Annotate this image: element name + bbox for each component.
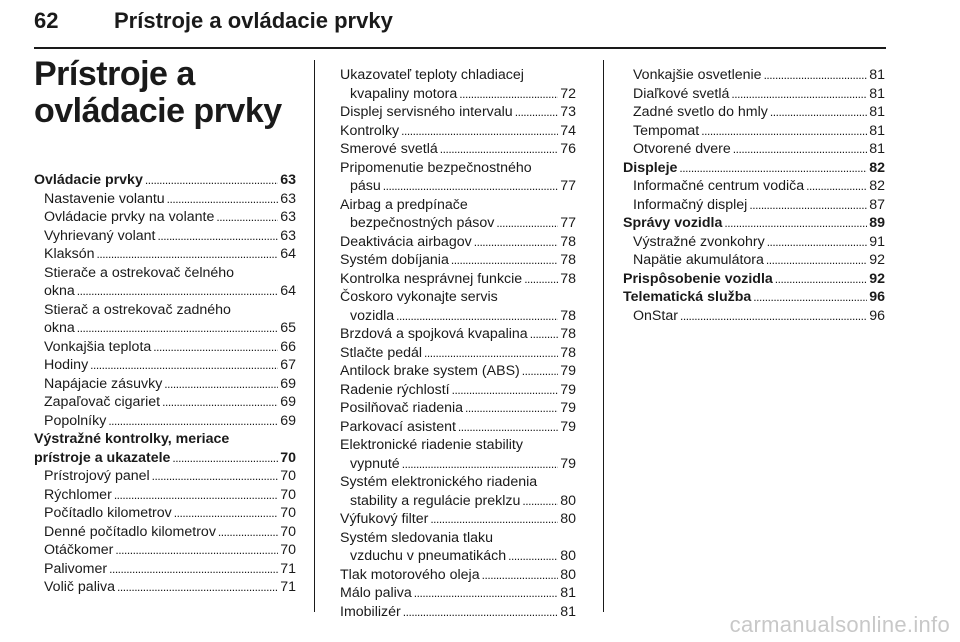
toc-page-number: 96 [869,307,885,324]
toc-entry-line: Airbag a predpínače [340,196,468,213]
toc-entry-label: Vonkajšie osvetlenie [633,67,762,83]
toc-entry-label: Kontrolky [340,122,400,139]
dot-leader [430,510,558,529]
toc-page-number: 71 [280,560,296,577]
toc-page-number: 67 [280,357,296,373]
toc-page-number: 81 [869,85,885,102]
toc-entry[interactable] [340,418,576,437]
dot-leader [474,233,559,252]
dot-leader [402,455,559,474]
dot-leader [216,208,278,227]
dot-leader [465,399,558,418]
toc-entry-line: Systém elektronického riadenia [340,474,538,490]
toc-entry[interactable] [340,492,576,511]
toc-page-number: 71 [280,579,296,595]
dot-leader [724,214,867,233]
toc-page-number: 92 [869,270,885,287]
toc-entry[interactable] [34,523,296,542]
toc-entry-label: Vonkajšia teplota [44,338,152,355]
toc-entry[interactable] [34,319,296,338]
dot-leader [162,393,278,412]
toc-page-number: 80 [560,511,576,527]
toc-entry-label: Systém dobíjania [340,252,449,268]
toc-page-number: 64 [280,246,296,262]
toc-entry-label: Denné počítadlo kilometrov [44,523,216,540]
toc-page-number: 77 [560,178,576,194]
toc-entry-label: Telematická služba [623,289,752,305]
dot-leader [424,344,558,363]
dot-leader [524,270,558,289]
toc-page-number: 69 [280,394,296,410]
toc-entry[interactable] [623,307,885,326]
toc-entry[interactable] [34,190,296,209]
toc-entry[interactable] [34,504,296,523]
dot-leader [459,85,558,104]
toc-entry-label: Palivomer [44,560,108,577]
toc-entry-label: Smerové svetlá [340,141,438,157]
toc-entry-label: Vyhrievaný volant [44,227,156,244]
toc-entry-label: Antilock brake system (ABS) [340,363,520,379]
toc-page-number: 96 [869,289,885,305]
toc-page-number: 74 [560,122,576,139]
toc-entry[interactable] [623,196,885,215]
toc-entry[interactable] [34,541,296,560]
toc-page-number: 64 [280,283,296,299]
toc-entry-label: Prispôsobenie vozidla [623,270,773,287]
toc-page-number: 76 [560,141,576,157]
dot-leader [401,122,558,141]
toc-entry[interactable] [34,560,296,579]
toc-page-number: 78 [560,270,576,287]
toc-entry-label: Hodiny [44,357,89,373]
dot-leader [701,122,867,141]
toc-entry[interactable] [340,510,576,529]
dot-leader [174,504,278,523]
dot-leader [115,541,278,560]
dot-leader [482,566,559,585]
toc-entry-label: Ovládacie prvky na volante [44,209,215,225]
dot-leader [153,338,278,357]
toc-section-entry[interactable] [623,270,885,289]
toc-entry-label: Popolníky [44,412,107,429]
dot-leader [733,140,867,159]
toc-entry-label: Prístrojový panel [44,468,150,484]
toc-entry-label: Informačný displej [633,196,748,213]
toc-section-entry[interactable] [623,288,885,307]
dot-leader [451,251,558,270]
dot-leader [167,190,279,209]
toc-entry-label: Nastavenie volantu [44,190,165,207]
toc-entry-label: vzduchu v pneumatikách [350,548,507,564]
toc-entry-label: Zadné svetlo do hmly [633,104,768,120]
toc-page-number: 81 [560,603,576,620]
toc-page-number: 66 [280,338,296,355]
dot-leader [172,449,278,468]
toc-page-number: 72 [560,85,576,102]
toc-page-number: 81 [869,104,885,120]
toc-page-number: 91 [869,233,885,250]
dot-leader [515,103,559,122]
toc-entry-label: Kontrolka nesprávnej funkcie [340,270,523,287]
toc-page-number: 81 [869,122,885,139]
dot-leader [775,270,867,289]
dot-leader [731,85,867,104]
toc-entry[interactable] [623,122,885,141]
toc-entry-label: Správy vozidla [623,215,723,231]
toc-section-entry[interactable] [34,449,296,468]
toc-entry-line: Ukazovateľ teploty chladiacej [340,67,524,83]
chapter-title: Prístroje a ovládacie prvky [34,55,282,130]
toc-entry-label: Deaktivácia airbagov [340,233,472,250]
toc-page-number: 63 [280,209,296,225]
toc-entry[interactable] [340,177,576,196]
toc-section-heading-line: Výstražné kontrolky, meriace [34,431,230,447]
toc-page-number: 78 [560,252,576,268]
toc-entry[interactable] [623,103,885,122]
dot-leader [452,381,559,400]
toc-entry[interactable] [340,140,576,159]
toc-entry-label: vypnuté [350,455,400,472]
dot-leader [764,66,868,85]
toc-entry-label: prístroje a ukazatele [34,449,171,466]
toc-page-number: 81 [869,141,885,157]
toc-entry-label: okna [44,283,75,299]
toc-entry[interactable] [340,455,576,474]
dot-leader [109,560,278,579]
toc-page-number: 79 [560,363,576,379]
toc-page-number: 82 [869,159,885,176]
dot-leader [522,362,558,381]
toc-entry[interactable] [34,282,296,301]
dot-leader [96,245,278,264]
toc-page-number: 87 [869,196,885,213]
dot-leader [108,412,278,431]
toc-page-number: 79 [560,418,576,435]
toc-entry-label: Displeje [623,159,678,176]
toc-entry[interactable] [34,338,296,357]
toc-page-number: 80 [560,548,576,564]
toc-entry-label: bezpečnostných pásov [350,215,495,231]
toc-page-number: 65 [280,320,296,336]
toc-entry[interactable] [34,486,296,505]
dot-leader [679,159,867,178]
toc-page-number: 63 [280,227,296,244]
toc-page-number: 73 [560,104,576,120]
toc-page-number: 63 [280,172,296,188]
toc-entry-line: Stierač a ostrekovač zadného [44,301,231,318]
toc-entry[interactable] [340,122,576,141]
toc-entry[interactable] [340,214,576,233]
toc-page-number: 70 [280,542,296,558]
dot-leader [218,523,278,542]
toc-entry-label: stability a regulácie preklzu [350,492,521,509]
toc-entry-label: Zapaľovač cigariet [44,394,161,410]
toc-entry[interactable] [340,103,576,122]
toc-entry[interactable] [340,251,576,270]
toc-entry-label: Klaksón [44,246,95,262]
toc-entry[interactable] [623,140,885,159]
toc-page-number: 89 [869,215,885,231]
toc-entry-label: Stlačte pedál [340,344,423,361]
dot-leader [114,486,278,505]
toc-page-number: 70 [280,468,296,484]
toc-entry-label: Otáčkomer [44,542,114,558]
toc-entry-label: Rýchlomer [44,486,112,503]
toc-entry[interactable] [340,270,576,289]
toc-entry[interactable] [34,356,296,375]
toc-entry-label: Ovládacie prvky [34,172,143,188]
dot-leader [508,547,558,566]
toc-entry-label: Imobilizér [340,603,401,620]
toc-entry-label: Posilňovač riadenia [340,400,464,416]
toc-entry[interactable] [340,307,576,326]
toc-entry-label: Displej servisného intervalu [340,104,513,120]
toc-page-number: 78 [560,326,576,342]
dot-leader [152,467,279,486]
toc-entry[interactable] [623,177,885,196]
toc-entry-label: okna [44,320,75,336]
toc-entry-line: Čoskoro vykonajte servis [340,289,498,305]
toc-entry-label: Málo paliva [340,585,412,601]
dot-leader [496,214,558,233]
toc-entry[interactable] [623,66,885,85]
toc-page-number: 80 [560,492,576,509]
toc-entry-label: vozidla [350,307,395,324]
page-number: 62 [34,8,59,33]
toc-entry-label: pásu [350,178,381,194]
watermark: carmanualsonline.info [729,612,950,637]
toc-page-number: 78 [560,307,576,324]
dot-leader [753,288,867,307]
dot-leader [458,418,558,437]
toc-entry-label: Počítadlo kilometrov [44,505,172,521]
dot-leader [522,492,558,511]
toc-entry-label: Diaľkové svetlá [633,85,730,102]
toc-page-number: 70 [280,505,296,521]
dot-leader [767,233,868,252]
dot-leader [396,307,558,326]
dot-leader [77,319,278,338]
toc-entry-label: Výfukový filter [340,511,429,527]
toc-entry-label: Výstražné zvonkohry [633,233,765,250]
toc-entry[interactable] [340,344,576,363]
dot-leader [383,177,558,196]
dot-leader [145,171,278,190]
toc-page-number: 82 [869,178,885,194]
toc-entry[interactable] [34,227,296,246]
toc-entry[interactable] [623,85,885,104]
toc-entry[interactable] [340,603,576,622]
toc-column-1 [34,171,296,597]
toc-entry[interactable] [340,85,576,104]
toc-entry-label: Informačné centrum vodiča [633,178,805,194]
toc-page-number: 70 [280,523,296,540]
toc-entry[interactable] [34,467,296,486]
toc-page-number: 69 [280,412,296,429]
toc-entry[interactable] [34,393,296,412]
toc-entry-label: Napájacie zásuvky [44,375,163,392]
toc-section-entry[interactable] [623,214,885,233]
dot-leader [749,196,867,215]
toc-column-3 [623,66,885,325]
dot-leader [440,140,558,159]
dot-leader [680,307,867,326]
column-divider [603,60,604,612]
toc-entry[interactable] [34,578,296,597]
toc-page-number: 70 [280,486,296,503]
running-header-title: Prístroje a ovládacie prvky [114,8,393,33]
toc-entry[interactable] [340,325,576,344]
dot-leader [164,375,278,394]
toc-entry-label: Volič paliva [44,579,115,595]
dot-leader [806,177,867,196]
toc-page-number: 78 [560,344,576,361]
dot-leader [157,227,278,246]
toc-page-number: 81 [560,585,576,601]
toc-entry[interactable] [623,251,885,270]
toc-entry-label: OnStar [633,307,678,324]
toc-entry-label: Brzdová a spojková kvapalina [340,326,528,342]
toc-entry-label: Tempomat [633,122,700,139]
toc-section-entry[interactable] [34,171,296,190]
column-divider [314,60,315,612]
toc-entry-line: Stierače a ostrekovač čelného [44,264,235,281]
toc-entry[interactable] [340,362,576,381]
toc-page-number: 81 [869,67,885,83]
toc-page-number: 79 [560,381,576,398]
dot-leader [414,584,558,603]
toc-entry-line: Pripomenutie bezpečnostného [340,159,532,176]
toc-entry-line: Systém sledovania tlaku [340,529,493,546]
toc-entry[interactable] [340,547,576,566]
toc-column-2 [340,66,576,621]
toc-page-number: 79 [560,400,576,416]
toc-entry-label: Radenie rýchlostí [340,381,450,398]
toc-page-number: 77 [560,215,576,231]
toc-page-number: 79 [560,455,576,472]
toc-page-number: 92 [869,252,885,268]
toc-entry[interactable] [34,245,296,264]
toc-entry[interactable] [623,233,885,252]
toc-entry[interactable] [340,399,576,418]
toc-entry[interactable] [34,412,296,431]
toc-page-number: 78 [560,233,576,250]
dot-leader [117,578,278,597]
header-divider [34,47,886,49]
toc-entry-line: Elektronické riadenie stability [340,437,523,453]
dot-leader [766,251,867,270]
dot-leader [90,356,278,375]
toc-page-number: 80 [560,566,576,583]
toc-entry[interactable] [340,584,576,603]
dot-leader [77,282,278,301]
toc-entry-label: kvapaliny motora [350,85,458,102]
dot-leader [403,603,559,622]
toc-entry-label: Napätie akumulátora [633,252,764,268]
toc-page-number: 70 [280,449,296,466]
dot-leader [770,103,867,122]
dot-leader [530,325,559,344]
toc-entry-label: Tlak motorového oleja [340,566,480,583]
toc-entry[interactable] [340,381,576,400]
toc-entry[interactable] [340,566,576,585]
page-header [34,6,886,46]
toc-entry[interactable] [34,208,296,227]
toc-entry[interactable] [340,233,576,252]
toc-page-number: 63 [280,190,296,207]
toc-section-entry[interactable] [623,159,885,178]
toc-entry-label: Otvorené dvere [633,141,731,157]
toc-entry[interactable] [34,375,296,394]
toc-page-number: 69 [280,375,296,392]
toc-entry-label: Parkovací asistent [340,418,456,435]
